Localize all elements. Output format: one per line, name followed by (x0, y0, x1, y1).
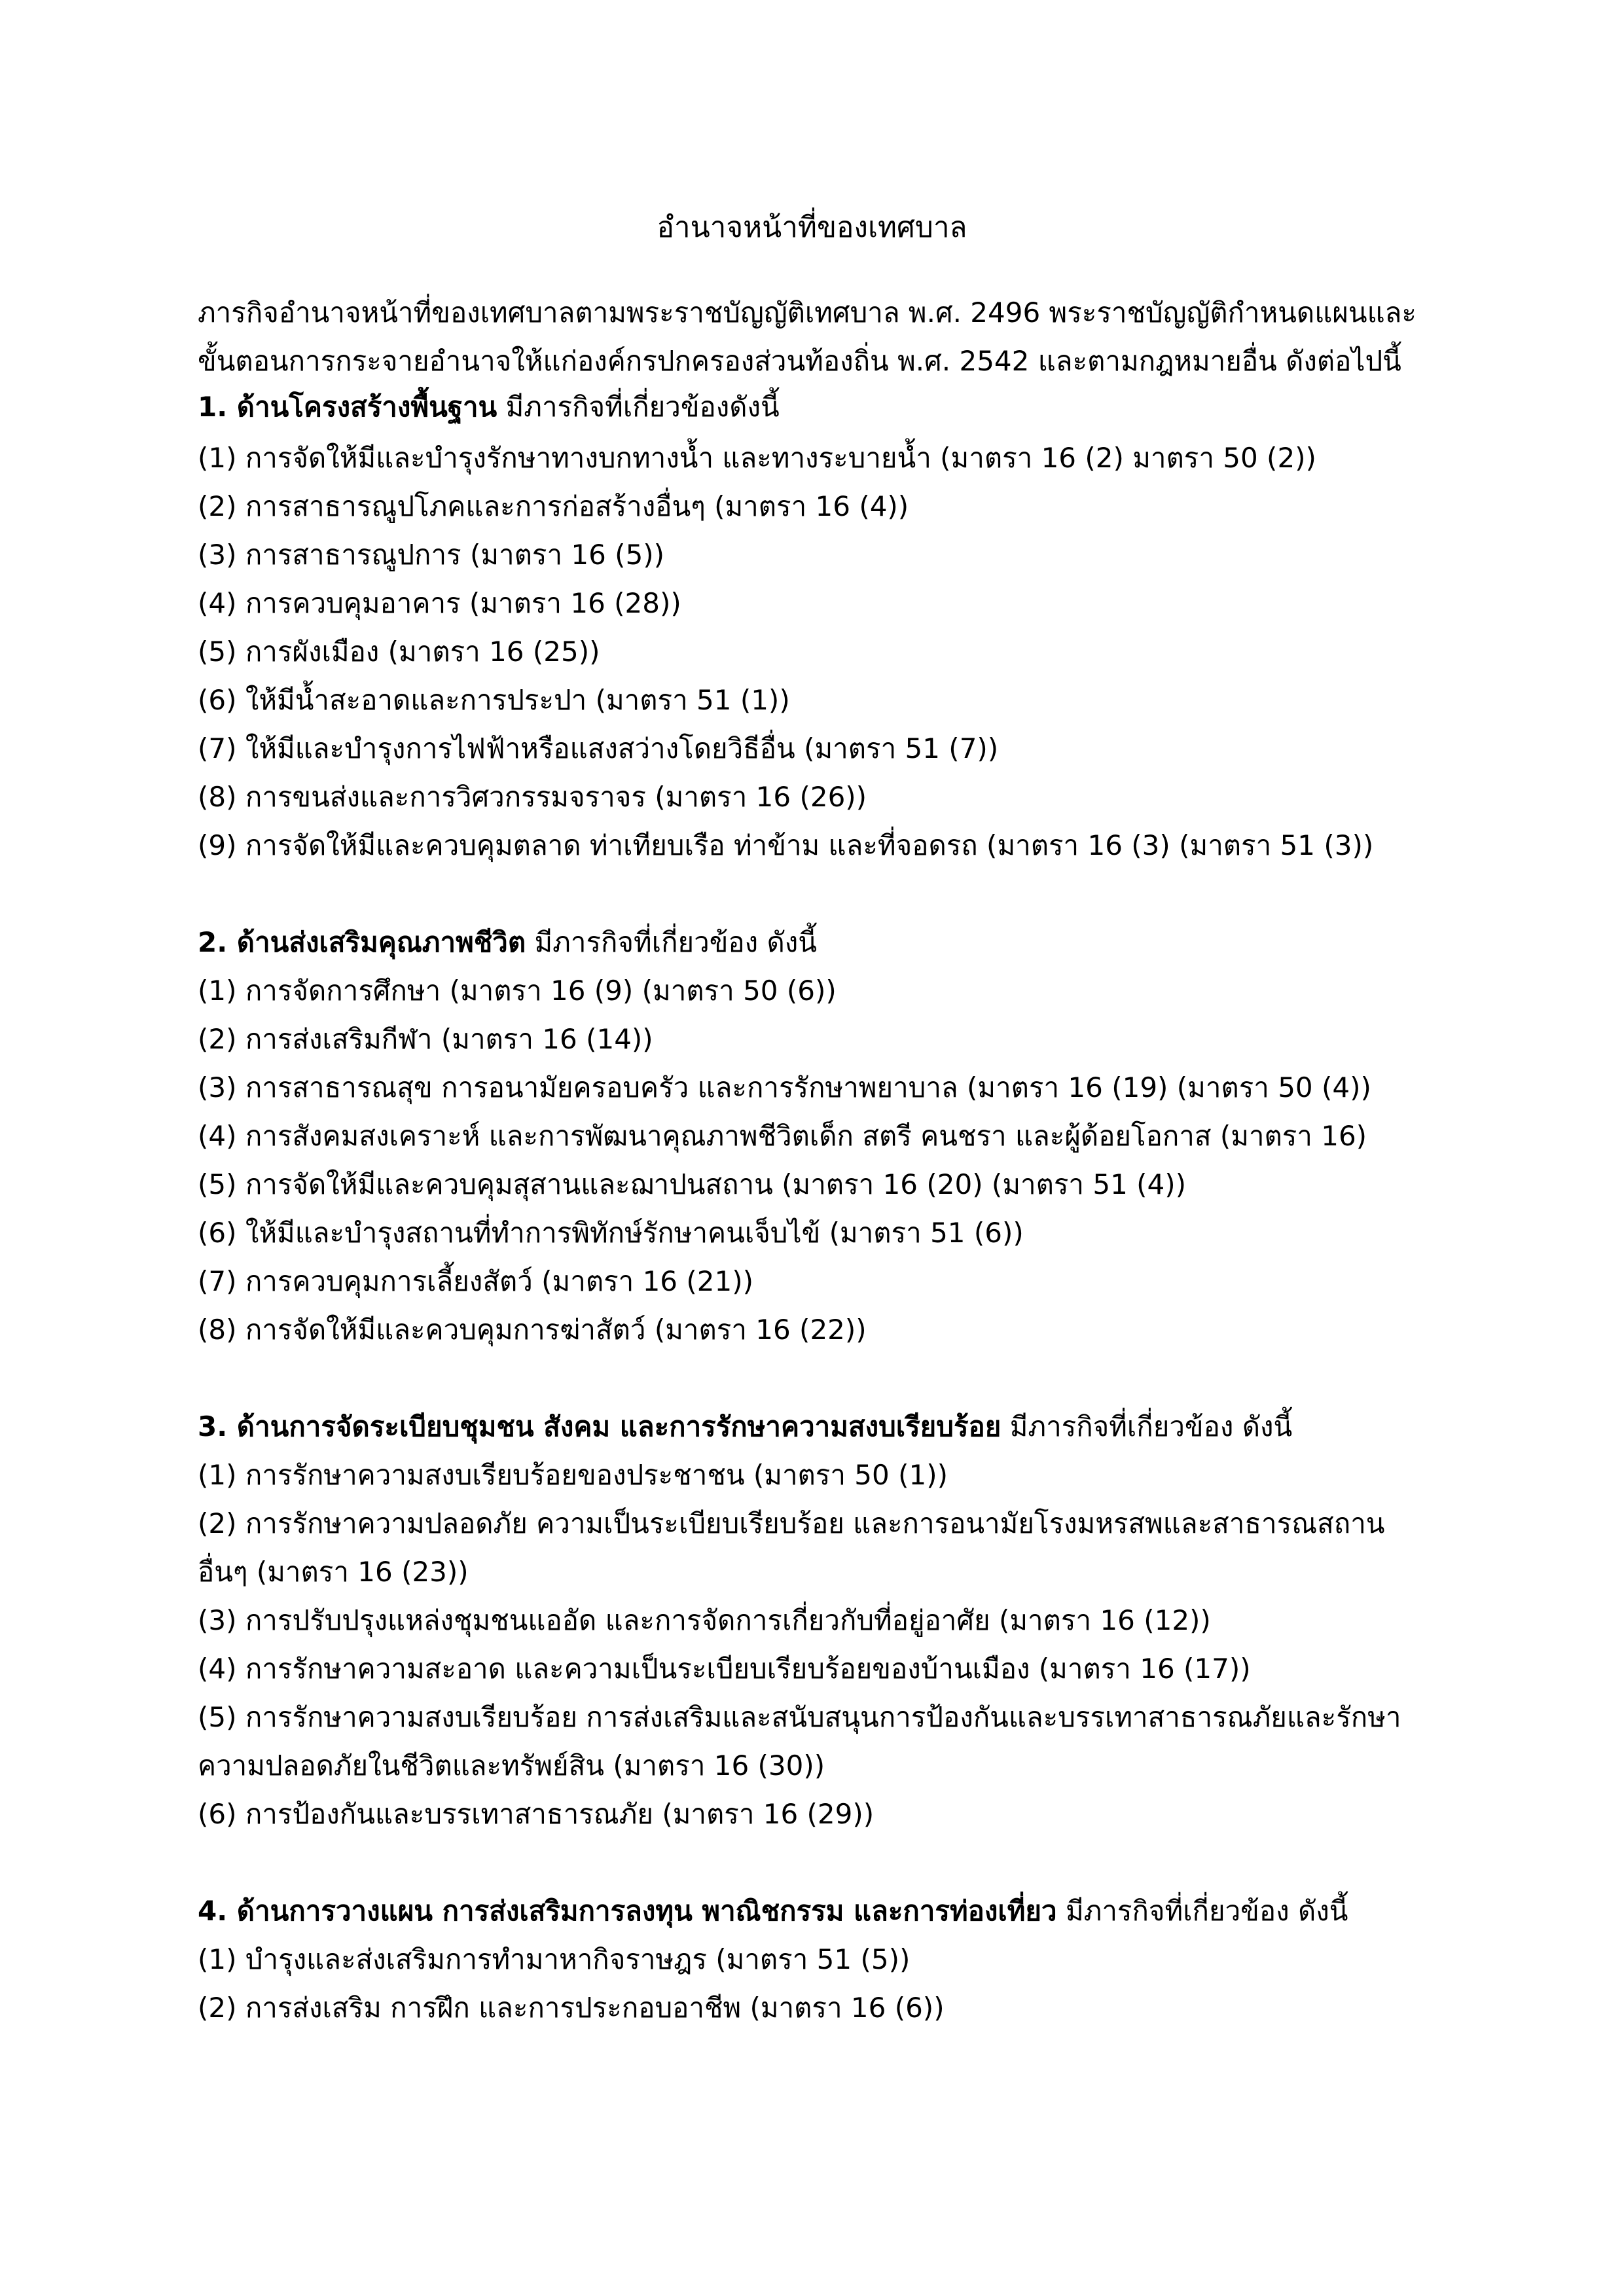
list-item: (8) การจัดให้มีและควบคุมการฆ่าสัตว์ (มาตรา 16 (22)) (198, 1314, 867, 1346)
section-heading-suffix: มีภารกิจที่เกี่ยวข้อง ดังนี้ (1056, 1895, 1348, 1927)
section-heading-title: 4. ด้านการวางแผน การส่งเสริมการลงทุน พาณิชกรรม และการท่องเที่ยว (198, 1895, 1057, 1927)
section-heading (198, 1892, 1468, 1931)
section-heading (198, 923, 1468, 962)
list-item: (3) การปรับปรุงแหล่งชุมชนแออัด และการจัดการเกี่ยวกับที่อยู่อาศัย (มาตรา 16 (12)) (198, 1604, 1211, 1636)
list-item-continuation: อื่นๆ (มาตรา 16 (23)) (198, 1556, 469, 1588)
list-item: (1) การรักษาความสงบเรียบร้อยของประชาชน (มาตรา 50 (1)) (198, 1459, 948, 1491)
list-item: (2) การรักษาความปลอดภัย ความเป็นระเบียบเรียบร้อย และการอนามัยโรงมหรสพและสาธารณสถาน (198, 1507, 1385, 1539)
section-heading-title: 1. ด้านโครงสร้างพื้นฐาน (198, 391, 497, 423)
list-item: (2) การส่งเสริม การฝึก และการประกอบอาชีพ (มาตรา 16 (6)) (198, 1992, 945, 2024)
list-item: (1) การจัดการศึกษา (มาตรา 16 (9) (มาตรา 50 (6)) (198, 975, 837, 1007)
list-item: (7) ให้มีและบำรุงการไฟฟ้าหรือแสงสว่างโดยวิธีอื่น (มาตรา 51 (7)) (198, 732, 999, 764)
list-item: (7) การควบคุมการเลี้ยงสัตว์ (มาตรา 16 (21)) (198, 1265, 753, 1297)
list-item: (9) การจัดให้มีและควบคุมตลาด ท่าเทียบเรือ ท่าข้าม และที่จอดรถ (มาตรา 16 (3) (มาตรา 51 (3)) (198, 829, 1374, 861)
list-item: (6) การป้องกันและบรรเทาสาธารณภัย (มาตรา 16 (29)) (198, 1798, 875, 1830)
document-title: อำนาจหน้าที่ของเทศบาล (657, 211, 967, 244)
list-item: (5) การรักษาความสงบเรียบร้อย การส่งเสริมและสนับสนุนการป้องกันและบรรเทาสาธารณภัยและรักษา (198, 1701, 1401, 1733)
section-heading-title: 2. ด้านส่งเสริมคุณภาพชีวิต (198, 926, 526, 958)
list-item-continuation: ความปลอดภัยในชีวิตและทรัพย์สิน (มาตรา 16 (30)) (198, 1749, 825, 1782)
list-item: (1) การจัดให้มีและบำรุงรักษาทางบกทางน้ำ และทางระบายน้ำ (มาตรา 16 (2) มาตรา 50 (2)) (198, 442, 1316, 474)
intro-line: ภารกิจอำนาจหน้าที่ของเทศบาลตามพระราชบัญญัติเทศบาล พ.ศ. 2496 พระราชบัญญัติกำหนดแผนและ (198, 296, 1416, 329)
list-item: (4) การควบคุมอาคาร (มาตรา 16 (28)) (198, 587, 681, 619)
list-item: (6) ให้มีและบำรุงสถานที่ทำการพิทักษ์รักษาคนเจ็บไข้ (มาตรา 51 (6)) (198, 1217, 1024, 1249)
list-item: (6) ให้มีน้ำสะอาดและการประปา (มาตรา 51 (1)) (198, 684, 790, 716)
list-item: (5) การจัดให้มีและควบคุมสุสานและฌาปนสถาน (มาตรา 16 (20) (มาตรา 51 (4)) (198, 1168, 1187, 1200)
section-heading (198, 1407, 1468, 1446)
section-heading-title: 3. ด้านการจัดระเบียบชุมชน สังคม และการรักษาความสงบเรียบร้อย (198, 1410, 1001, 1443)
section-heading-suffix: มีภารกิจที่เกี่ยวข้องดังนี้ (497, 391, 780, 423)
list-item: (2) การสาธารณูปโภคและการก่อสร้างอื่นๆ (มาตรา 16 (4)) (198, 490, 909, 522)
list-item: (3) การสาธารณสุข การอนามัยครอบครัว และการรักษาพยาบาล (มาตรา 16 (19) (มาตรา 50 (4)) (198, 1071, 1371, 1103)
list-item: (8) การขนส่งและการวิศวกรรมจราจร (มาตรา 16 (26)) (198, 781, 867, 813)
section-heading-suffix: มีภารกิจที่เกี่ยวข้อง ดังนี้ (1001, 1410, 1293, 1443)
list-item: (1) บำรุงและส่งเสริมการทำมาหากิจราษฎร (มาตรา 51 (5)) (198, 1943, 911, 1975)
list-item: (4) การรักษาความสะอาด และความเป็นระเบียบเรียบร้อยของบ้านเมือง (มาตรา 16 (17)) (198, 1653, 1251, 1685)
intro-line: ขั้นตอนการกระจายอำนาจให้แก่องค์กรปกครองส่วนท้องถิ่น พ.ศ. 2542 และตามกฎหมายอื่น ดังต่อไปนี้ (198, 345, 1401, 377)
list-item: (2) การส่งเสริมกีฬา (มาตรา 16 (14)) (198, 1023, 653, 1055)
section-heading-suffix: มีภารกิจที่เกี่ยวข้อง ดังนี้ (526, 926, 817, 958)
list-item: (3) การสาธารณูปการ (มาตรา 16 (5)) (198, 539, 665, 571)
section-heading (198, 387, 1468, 427)
list-item: (5) การผังเมือง (มาตรา 16 (25)) (198, 636, 600, 668)
list-item: (4) การสังคมสงเคราะห์ และการพัฒนาคุณภาพชีวิตเด็ก สตรี คนชรา และผู้ด้อยโอกาส (มาตรา 16) (198, 1120, 1367, 1152)
